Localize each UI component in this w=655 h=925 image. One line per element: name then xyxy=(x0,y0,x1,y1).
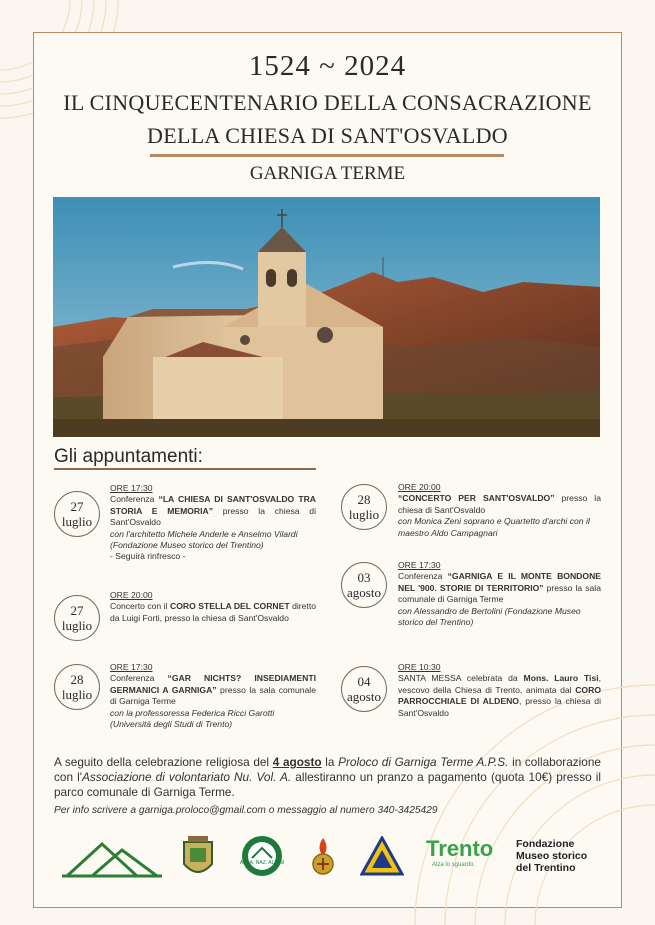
event-description: Conferenza “GAR NICHTS? INSEDIAMENTI GERMANICI A GARNIGA” presso la sala comunale di Garniga Terme xyxy=(110,673,316,707)
event-text xyxy=(398,560,601,628)
museo-logo xyxy=(516,838,601,882)
date-day: 28 xyxy=(357,492,371,507)
date-day: 27 xyxy=(70,603,84,618)
event-time: ORE 10:30 xyxy=(398,662,441,672)
date-day: 27 xyxy=(70,499,84,514)
lunch-paragraph: A seguito della celebrazione religiosa del 4 agosto la Proloco di Garniga Terme A.P.S. in collaborazione con l'Associazione di volontariato Nu. Vol. A. allestiranno un pranzo a pagamento (quota 10€) presso il parco comunale di Garniga Terme. xyxy=(54,755,602,799)
section-heading: Gli appuntamenti: xyxy=(54,446,203,467)
date-day: 04 xyxy=(357,674,371,689)
event-text xyxy=(398,482,601,539)
title-underline xyxy=(150,154,504,157)
date-circle xyxy=(54,664,100,710)
date-month: luglio xyxy=(61,618,93,633)
date-month: agosto xyxy=(347,585,381,600)
event-description: Concerto con il CORO STELLA DEL CORNET diretto da Luigi Forti, presso la chiesa di Sant'Osvaldo xyxy=(110,601,316,623)
date-month: luglio xyxy=(61,687,93,702)
museo-line-3: del Trentino xyxy=(516,862,576,874)
date-month: agosto xyxy=(347,689,381,704)
nuvola-logo xyxy=(360,836,404,878)
date-circle xyxy=(341,484,387,530)
date-day: 28 xyxy=(70,672,84,687)
proloco-logo xyxy=(62,838,162,880)
event-description: Conferenza “GARNIGA E IL MONTE BONDONE NEL '900. STORIE DI TERRITORIO” presso la sala comunale di Garniga Terme xyxy=(398,571,602,605)
lunch-date: 4 agosto xyxy=(272,755,322,769)
date-circle xyxy=(341,562,387,608)
trento-tagline: Alza lo sguardo. xyxy=(432,862,476,868)
event-text xyxy=(398,662,601,719)
date-circle xyxy=(54,595,100,641)
trento-logo xyxy=(426,836,496,880)
event-time: ORE 20:00 xyxy=(398,482,441,492)
title-years: 1524 ~ 2024 xyxy=(248,50,407,82)
event-speakers: con la professoressa Federica Ricci Garotti (Università degli Studi di Trento) xyxy=(110,707,275,730)
event-time: ORE 17:30 xyxy=(110,483,153,493)
event-time: ORE 20:00 xyxy=(110,590,153,600)
date-circle xyxy=(341,666,387,712)
sponsor-logos xyxy=(54,832,601,884)
municipal-crest-logo xyxy=(180,834,216,882)
event-time: ORE 17:30 xyxy=(110,662,153,672)
date-month: luglio xyxy=(348,507,380,522)
church-photo xyxy=(53,197,600,437)
trento-logo-text: Trento xyxy=(426,836,494,861)
event-description: SANTA MESSA celebrata da Mons. Lauro Tisi, vescovo della Chiesa di Trento, animata dal CORO PARROCCHIALE DI ALDENO, presso la chiesa di Sant'Osvaldo xyxy=(398,673,601,718)
alpini-logo xyxy=(240,834,284,878)
title-line-2: DELLA CHIESA DI SANT'OSVALDO xyxy=(147,123,508,148)
date-circle xyxy=(54,491,100,537)
event-description: “CONCERTO PER SANT'OSVALDO” presso la chiesa di Sant'Osvaldo xyxy=(398,493,601,515)
title-line-1: IL CINQUECENTENARIO DELLA CONSACRAZIONE xyxy=(63,90,592,115)
museo-line-1: Fondazione xyxy=(516,838,575,850)
event-time: ORE 17:30 xyxy=(398,560,441,570)
date-month: luglio xyxy=(61,514,93,529)
event-extra: - Seguirà rinfresco - xyxy=(110,551,186,562)
fire-brigade-logo xyxy=(308,836,338,878)
event-description: Conferenza “LA CHIESA DI SANT'OSVALDO TRA STORIA E MEMORIA” presso la chiesa di Sant'Osvaldo xyxy=(110,494,316,528)
event-speakers: con Monica Zeni soprano e Quartetto d'archi con il maestro Aldo Campagnari xyxy=(398,516,590,538)
section-underline xyxy=(54,468,316,470)
event-text xyxy=(110,483,316,563)
location-subtitle: GARNIGA TERME xyxy=(249,163,406,184)
date-day: 03 xyxy=(357,570,371,585)
svg-text:A.N.A. NAZ. ALPINI: A.N.A. NAZ. ALPINI xyxy=(240,860,284,866)
event-speakers: con l'architetto Michele Anderle e Anselmo Vilardi (Fondazione Museo storico del Trentino) xyxy=(110,528,298,551)
museo-line-2: Museo storico xyxy=(516,850,588,862)
event-speakers: con Alessandro de Bertolini (Fondazione Museo storico del Trentino) xyxy=(398,605,581,628)
event-text xyxy=(110,662,316,730)
event-text xyxy=(110,590,316,624)
contact-info: Per info scrivere a garniga.proloco@gmail.com o messaggio al numero 340-3425429 xyxy=(54,805,438,816)
